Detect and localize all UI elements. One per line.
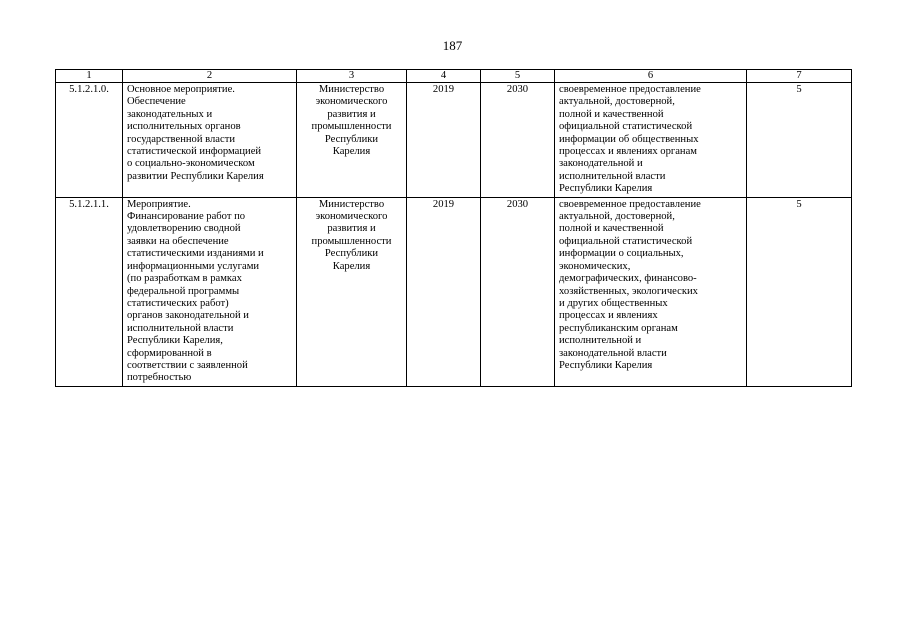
row-result-line: экономических, — [559, 260, 631, 272]
row-executor-line: Республики — [324, 133, 379, 145]
row-result-line: исполнительной и — [559, 335, 642, 347]
row-indicator: 5 — [747, 83, 852, 198]
row-name — [123, 197, 297, 386]
page-number: 187 — [442, 38, 463, 53]
row-result-line: официальной статистической — [559, 121, 693, 133]
row-executor-line: Карелия — [332, 260, 371, 272]
row-result-line: законодательной и — [559, 158, 643, 170]
row-result-line: демографических, финансово- — [559, 273, 697, 285]
row-name-line: развитии Республики Карелия — [127, 170, 264, 182]
row-result-line: процессах и явлениях — [559, 310, 658, 322]
row-name-line: о социально-экономическом — [127, 158, 255, 170]
row-result — [555, 83, 747, 198]
header-cell-7: 7 — [747, 70, 852, 83]
table-header-row — [56, 70, 852, 83]
row-name-line: исполнительной власти — [127, 322, 234, 334]
row-name-line: статистическими изданиями и — [127, 248, 264, 260]
row-result-line: исполнительной власти — [559, 170, 666, 182]
row-name-line: федеральной программы — [127, 285, 240, 297]
row-result-line: республиканским органам — [559, 322, 678, 334]
row-executor-line: развития и — [327, 223, 376, 235]
row-executor-line: промышленности — [311, 235, 392, 247]
row-result-line: законодательной власти — [559, 347, 667, 359]
row-start-year: 2019 — [407, 83, 481, 198]
row-executor-line: Министерство — [318, 198, 385, 210]
row-result-line: полной и качественной — [559, 108, 664, 120]
row-result — [555, 197, 747, 386]
row-name-line: исполнительных органов — [127, 121, 241, 133]
header-cell-5: 5 — [481, 70, 555, 83]
program-table — [55, 69, 852, 387]
row-result-line: полной и качественной — [559, 223, 664, 235]
row-name-line: (по разработкам в рамках — [127, 273, 242, 285]
header-cell-4: 4 — [407, 70, 481, 83]
row-code: 5.1.2.1.0. — [56, 83, 123, 198]
row-name-line: органов законодательной и — [127, 310, 249, 322]
row-start-year: 2019 — [407, 197, 481, 386]
row-result-line: информации об общественных — [559, 133, 699, 145]
row-executor-line: промышленности — [311, 121, 392, 133]
row-result-line: хозяйственных, экологических — [559, 285, 698, 297]
row-result-line: процессах и явлениях органам — [559, 146, 697, 158]
row-executor-line: развития и — [327, 108, 376, 120]
table-row — [56, 197, 852, 386]
row-result-line: Республики Карелия — [559, 183, 653, 195]
row-executor-line: Республики — [324, 248, 379, 260]
row-end-year: 2030 — [481, 83, 555, 198]
row-name-line: сформированной в — [127, 347, 212, 359]
row-name-line: статистических работ) — [127, 297, 229, 309]
row-result-line: актуальной, достоверной, — [559, 96, 675, 108]
row-name-line: Обеспечение — [127, 96, 186, 108]
row-name-line: информационными услугами — [127, 260, 260, 272]
row-name-line: соответствии с заявленной — [127, 359, 248, 371]
row-name-line: потребностью — [127, 372, 192, 384]
row-result-line: официальной статистической — [559, 235, 693, 247]
header-cell-1: 1 — [56, 70, 123, 83]
table-body — [56, 83, 852, 387]
row-executor — [297, 197, 407, 386]
row-result-line: своевременное предоставление — [559, 84, 701, 95]
row-name-line: государственной власти — [127, 133, 236, 145]
row-executor-line: экономического — [315, 211, 388, 223]
row-result-line: информации о социальных, — [559, 248, 684, 260]
row-executor-line: экономического — [315, 96, 388, 108]
row-name-line: заявки на обеспечение — [127, 235, 229, 247]
row-name-line: законодательных и — [127, 108, 213, 120]
row-name-line: Финансирование работ по — [127, 211, 246, 223]
row-executor — [297, 83, 407, 198]
row-result-line: и других общественных — [559, 297, 668, 309]
header-cell-2: 2 — [123, 70, 297, 83]
header-cell-3: 3 — [297, 70, 407, 83]
row-result-line: актуальной, достоверной, — [559, 211, 675, 223]
row-name-line: Республики Карелия, — [127, 335, 223, 347]
row-name-line: Основное мероприятие. — [127, 84, 235, 95]
row-name-line: статистической информацией — [127, 146, 262, 158]
row-executor-line: Карелия — [332, 146, 371, 158]
table-row — [56, 83, 852, 198]
row-name-line: Мероприятие. — [127, 198, 191, 210]
row-end-year: 2030 — [481, 197, 555, 386]
row-result-line: своевременное предоставление — [559, 198, 701, 210]
row-name-line: удовлетворению сводной — [127, 223, 241, 235]
header-cell-6: 6 — [555, 70, 747, 83]
row-code: 5.1.2.1.1. — [56, 197, 123, 386]
row-indicator: 5 — [747, 197, 852, 386]
row-result-line: Республики Карелия — [559, 359, 653, 371]
row-executor-line: Министерство — [318, 84, 385, 95]
row-name — [123, 83, 297, 198]
